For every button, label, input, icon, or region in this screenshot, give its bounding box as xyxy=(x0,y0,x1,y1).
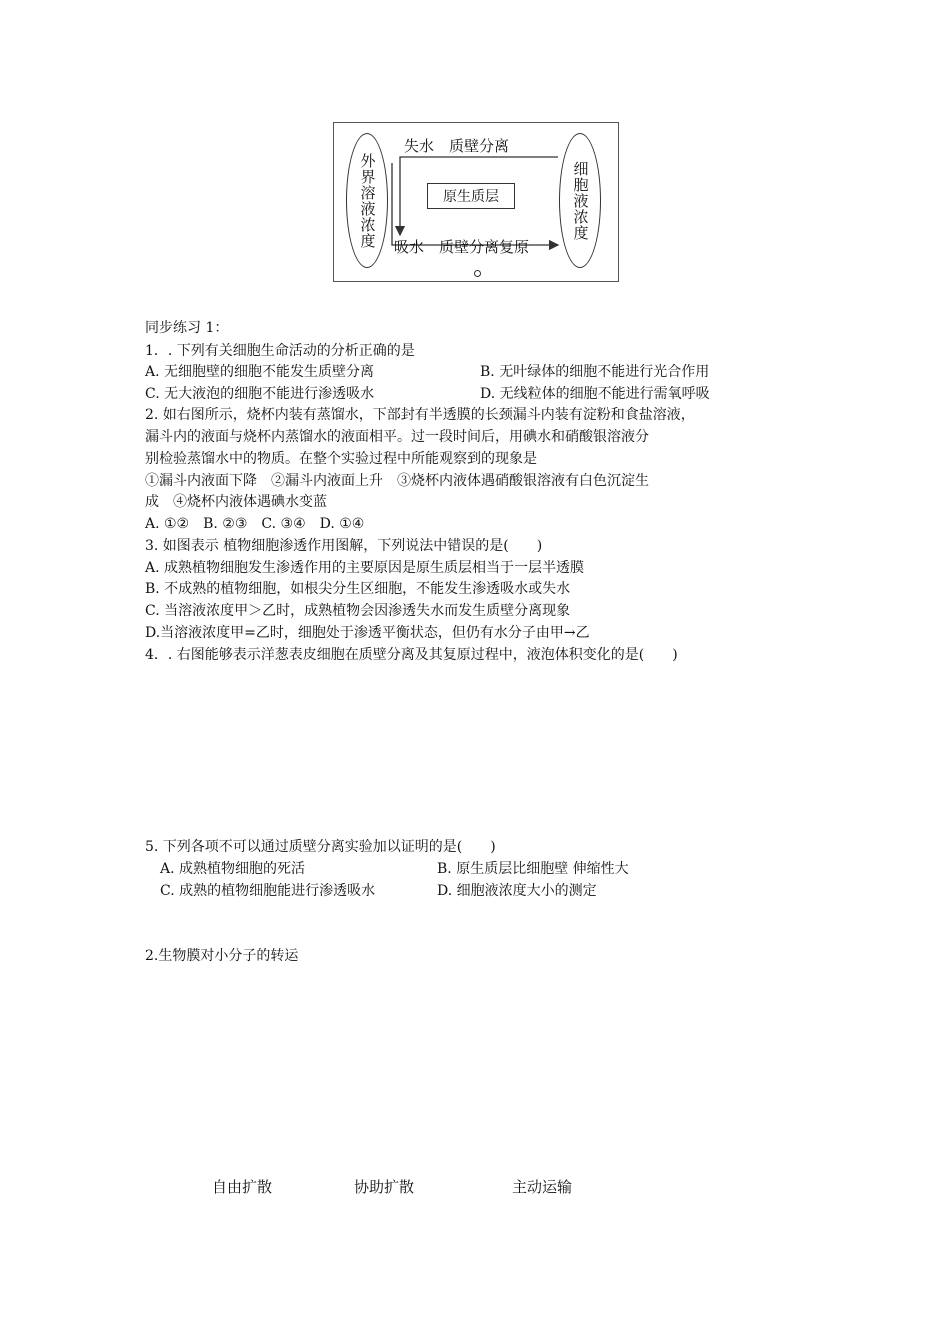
external-solution-ellipse xyxy=(346,133,388,268)
q5-option-a: A. 成熟植物细胞的死活 xyxy=(160,861,306,877)
q4-stem: 4．. 右图能够表示洋葱表皮细胞在质壁分离及其复原过程中，液泡体积变化的是( ) xyxy=(145,647,678,663)
q2-line2: 漏斗内的液面与烧杯内蒸馏水的液面相平。过一段时间后，用碘水和硝酸银溶液分 xyxy=(145,429,649,445)
q1-option-d: D. 无线粒体的细胞不能进行需氧呼吸 xyxy=(480,386,710,402)
bottom-arrow-label: 吸水 质壁分离复原 xyxy=(394,238,530,256)
q1-stem: 1．. 下列有关细胞生命活动的分析正确的是 xyxy=(145,343,415,359)
section-title: 同步练习 1： xyxy=(145,320,229,336)
q2-line3: 别检验蒸馏水中的物质。在整个实验过程中所能观察到的现象是 xyxy=(145,451,537,467)
diagram-dot xyxy=(474,270,481,277)
facilitated-diffusion-label: 协助扩散 xyxy=(354,1178,415,1196)
external-solution-label: 外界溶液浓度 xyxy=(358,152,377,249)
q5-stem: 5. 下列各项不可以通过质壁分离实验加以证明的是( ) xyxy=(145,839,496,855)
q3-option-a: A. 成熟植物细胞发生渗透作用的主要原因是原生质层相当于一层半透膜 xyxy=(145,560,585,576)
osmosis-diagram xyxy=(333,122,619,282)
q2-line1: 2. 如右图所示，烧杯内装有蒸馏水，下部封有半透膜的长颈漏斗内装有淀粉和食盐溶液， xyxy=(145,407,695,423)
q1-option-b: B. 无叶绿体的细胞不能进行光合作用 xyxy=(480,364,710,380)
section2-title: 2.生物膜对小分子的转运 xyxy=(145,948,299,964)
q5-option-c: C. 成熟的植物细胞能进行渗透吸水 xyxy=(160,883,376,899)
q2-line5: 成 ④烧杯内液体遇碘水变蓝 xyxy=(145,494,327,510)
q5-option-d: D. 细胞液浓度大小的测定 xyxy=(437,883,597,899)
protoplast-layer-box: 原生质层 xyxy=(427,183,515,209)
free-diffusion-label: 自由扩散 xyxy=(212,1178,273,1196)
q3-option-b: B. 不成熟的植物细胞，如根尖分生区细胞，不能发生渗透吸水或失水 xyxy=(145,581,571,597)
q2-line4: ①漏斗内液面下降 ②漏斗内液面上升 ③烧杯内液体遇硝酸银溶液有白色沉淀生 xyxy=(145,473,649,489)
q1-option-c: C. 无大液泡的细胞不能进行渗透吸水 xyxy=(145,386,375,402)
q5-option-b: B. 原生质层比细胞壁 伸缩性大 xyxy=(437,861,629,877)
q2-options: A. ①② B. ②③ C. ③④ D. ①④ xyxy=(145,516,365,532)
q3-option-d: D.当溶液浓度甲=乙时，细胞处于渗透平衡状态，但仍有水分子由甲→乙 xyxy=(145,625,590,641)
top-arrow-label: 失水 质壁分离 xyxy=(404,137,510,155)
cell-sap-ellipse xyxy=(559,133,601,268)
q3-option-c: C. 当溶液浓度甲＞乙时，成熟植物会因渗透失水而发生质壁分离现象 xyxy=(145,603,571,619)
cell-sap-label: 细胞液浓度 xyxy=(571,160,590,241)
active-transport-label: 主动运输 xyxy=(512,1178,573,1196)
q1-option-a: A. 无细胞壁的细胞不能发生质壁分离 xyxy=(145,364,375,380)
q3-stem: 3. 如图表示 植物细胞渗透作用图解，下列说法中错误的是( ) xyxy=(145,538,543,554)
